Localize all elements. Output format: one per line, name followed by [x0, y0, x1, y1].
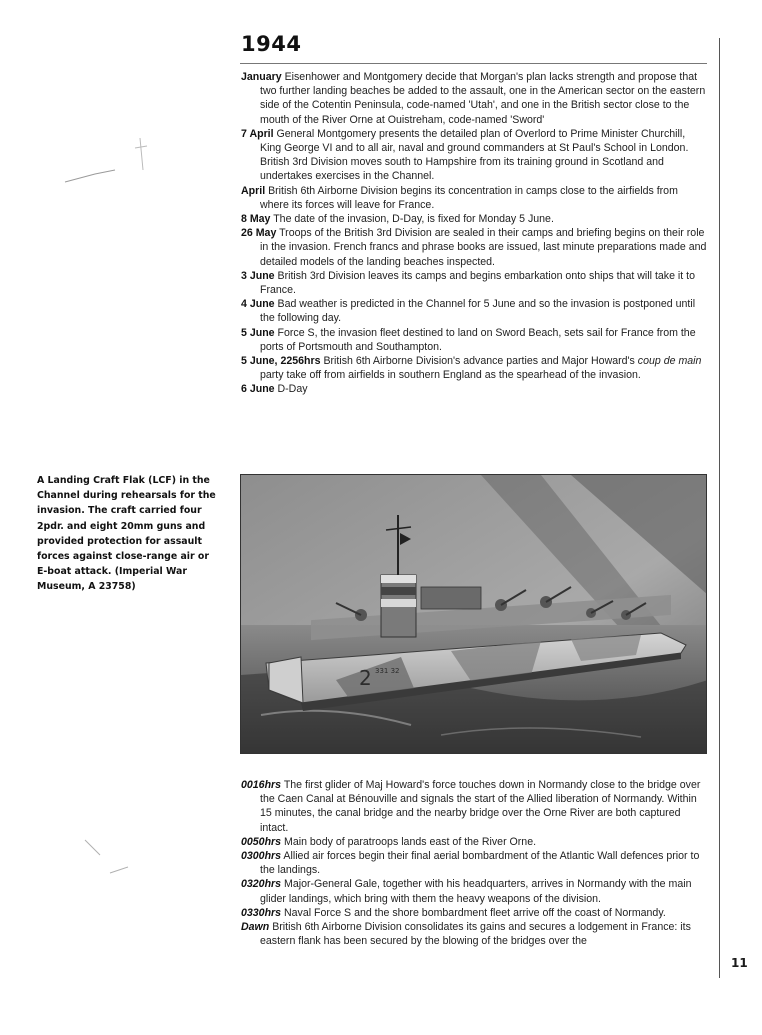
entry-text: party take off from airfields in southern England as the spearhead of the invasion. — [260, 369, 641, 382]
entry-text: D-Day — [274, 383, 308, 396]
entry-text: Troops of the British 3rd Division are sealed in their camps and briefing begins on their role in the invasion. French francs and phrase books are issued, last minute preparations made and detailed models of the landing beaches inspected. — [260, 227, 707, 268]
timeline-entry — [241, 835, 709, 849]
entry-text: British 6th Airborne Division's advance parties and Major Howard's — [320, 355, 638, 368]
entry-text: The date of the invasion, D-Day, is fixed for Monday 5 June. — [270, 213, 554, 226]
timeline-entry — [241, 778, 709, 835]
page-number: 11 — [731, 956, 748, 970]
timeline-entry — [241, 354, 709, 382]
timeline-entry — [241, 226, 709, 269]
timeline-bottom — [241, 778, 709, 948]
column-divider — [719, 38, 720, 978]
entry-text: Major-General Gale, together with his headquarters, arrives in Normandy with the main glider landings, which bring with them the heavy weapons of the division. — [260, 878, 692, 905]
entry-time: 0330hrs — [241, 906, 282, 919]
landing-craft-photo — [240, 474, 707, 754]
entry-time: 0050hrs — [241, 835, 282, 848]
entry-text: Force S, the invasion fleet destined to land on Sword Beach, sets sail for France from the ports of Portsmouth and Southampton. — [260, 326, 696, 353]
scan-smudge — [55, 130, 165, 190]
entry-text: Bad weather is predicted in the Channel for 5 June and so the invasion is postponed until the following day. — [260, 298, 696, 325]
entry-text: British 6th Airborne Division consolidates its gains and secures a lodgement in France: its eastern flank has been secured by the blowing of the bridges over the — [260, 921, 691, 948]
timeline-top — [241, 70, 709, 397]
entry-text: The first glider of Maj Howard's force touches down in Normandy close to the bridge over the Caen Canal at Bénouville and signals the start of the Allied liberation of Normandy. Within 15 minutes, the canal bridge and the nearby bridge over the Orne River are both captured intact. — [260, 779, 701, 834]
entry-time: 0300hrs — [241, 850, 282, 863]
entry-date: 5 June, 2256hrs — [241, 355, 321, 368]
entry-date: 5 June — [241, 326, 275, 339]
hull-number: 2 — [359, 666, 372, 690]
entry-text: Naval Force S and the shore bombardment fleet arrive off the coast of Normandy. — [281, 906, 666, 919]
timeline-entry — [241, 849, 709, 877]
entry-date: 7 April — [241, 127, 274, 140]
timeline-entry — [241, 70, 709, 127]
timeline-entry — [241, 877, 709, 905]
timeline-entry — [241, 184, 709, 212]
entry-date: 26 May — [241, 227, 277, 240]
entry-time: 0016hrs — [241, 779, 282, 791]
timeline-entry — [241, 212, 709, 226]
timeline-entry — [241, 297, 709, 325]
timeline-entry — [241, 326, 709, 354]
entry-text: British 6th Airborne Division begins its concentration in camps close to the airfields from where its forces will leave for France. — [260, 184, 678, 211]
entry-text: Main body of paratroops lands east of the River Orne. — [281, 835, 537, 848]
entry-text-italic: coup de main — [637, 355, 702, 368]
entry-text: General Montgomery presents the detailed plan of Overlord to Prime Minister Churchill, King George VI and to all air, naval and ground commanders at St Paul's School in London. British 3rd Division moves south to Hampshire from its training ground in Scotland and undertakes exercises in the Channel. — [260, 127, 689, 183]
timeline-entry — [241, 127, 709, 184]
entry-text: Allied air forces begin their final aerial bombardment of the Atlantic Wall defences prior to the landings. — [260, 850, 700, 877]
entry-date: January — [241, 71, 282, 83]
entry-date: 3 June — [241, 269, 275, 282]
timeline-entry — [241, 269, 709, 297]
landing-craft-illustration — [241, 475, 707, 754]
timeline-entry — [241, 382, 709, 396]
photo-caption: A Landing Craft Flak (LCF) in the Channel during rehearsals for the invasion. The craft carried four 2pdr. and eight 20mm guns and provided protection for assault forces against close-range air or E-boat attack. (Imperial War Museum, A 23758) — [37, 475, 216, 593]
hull-marks: 331 32 — [375, 667, 400, 675]
timeline-entry — [241, 920, 709, 948]
entry-date: 6 June — [241, 383, 275, 396]
entry-date: 4 June — [241, 298, 275, 311]
timeline-entry — [241, 906, 709, 920]
entry-date: April — [241, 184, 266, 197]
entry-text: Eisenhower and Montgomery decide that Morgan's plan lacks strength and propose that two further landing beaches be added to the assault, one in the American sector on the eastern side of the Cotentin Peninsula, code-named 'Utah', and one in the British sector close to the mouth of the River Orne at Ouistreham, code-named 'Sword' — [260, 71, 706, 126]
entry-time: 0320hrs — [241, 878, 282, 891]
entry-date: 8 May — [241, 213, 271, 226]
scan-smudge-lower — [80, 835, 140, 885]
entry-time: Dawn — [241, 921, 270, 934]
entry-text: British 3rd Division leaves its camps and begins embarkation onto ships that will take it to France. — [260, 269, 695, 297]
page-title-year: 1944 — [241, 32, 302, 56]
title-rule — [240, 63, 707, 64]
